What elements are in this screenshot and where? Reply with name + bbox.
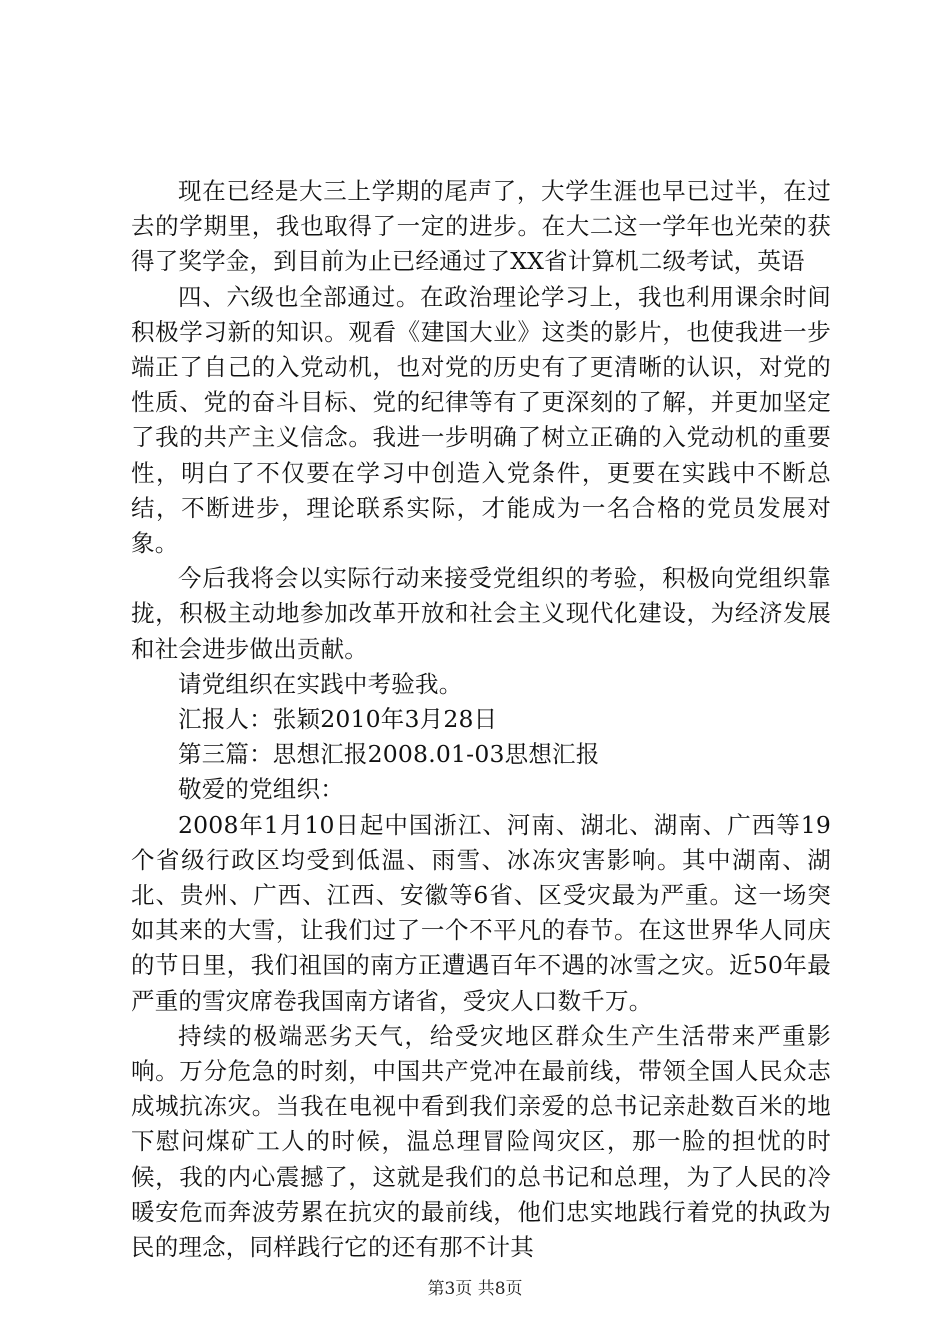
reporter-line: 汇报人：张颖2010年3月28日 xyxy=(178,705,498,734)
paragraph-9: 持续的极端恶劣天气，给受灾地区群众生产生活带来严重影响。万分危急的时刻，中国共产党冲在最前线，带领全国人民众志成城抗冻灾。当我在电视中看到我们亲爱的总书记亲赴数百米的地下慰问煤矿工人的时候，温总理冒险闯灾区，那一脸的担忧的时候，我的内心震撼了，这就是我们的总书记和总理，为了人民的冷暖安危而奔波劳累在抗灾的最前线，他们忠实地践行着党的执政为民的理念，同样践行它的还有那不计其 xyxy=(131,1021,831,1262)
paragraph-1: 现在已经是大三上学期的尾声了，大学生涯也早已过半，在过去的学期里，我也取得了一定的进步。在大二这一学年也光荣的获得了奖学金，到目前为止已经通过了XX省计算机二级考试，英语 xyxy=(131,177,831,276)
section-heading: 第三篇：思想汇报2008.01-03思想汇报 xyxy=(178,740,600,769)
paragraph-2: 四、六级也全部通过。在政治理论学习上，我也利用课余时间积极学习新的知识。观看《建国大业》这类的影片，也使我进一步端正了自己的入党动机，也对党的历史有了更清晰的认识，对党的性质、党的奋斗目标、党的纪律等有了更深刻的了解，并更加坚定了我的共产主义信念。我进一步明确了树立正确的入党动机的重要性，明白了不仅要在学习中创造入党条件，更要在实践中不断总结，不断进步，理论联系实际，才能成为一名合格的党员发展对象。 xyxy=(131,282,831,558)
paragraph-3: 今后我将会以实际行动来接受党组织的考验，积极向党组织靠拢，积极主动地参加改革开放和社会主义现代化建设，为经济发展和社会进步做出贡献。 xyxy=(131,564,831,663)
salutation: 敬爱的党组织： xyxy=(178,775,344,804)
paragraph-4: 请党组织在实践中考验我。 xyxy=(178,669,463,698)
document-body xyxy=(131,174,831,1265)
page-number-footer: 第3页 共8页 xyxy=(427,1279,523,1299)
paragraph-8: 2008年1月10日起中国浙江、河南、湖北、湖南、广西等19个省级行政区均受到低温、雨雪、冰冻灾害影响。其中湖南、湖北、贵州、广西、江西、安徽等6省、区受灾最为严重。这一场突如其来的大雪，让我们过了一个不平凡的春节。在这世界华人同庆的节日里，我们祖国的南方正遭遇百年不遇的冰雪之灾。近50年最严重的雪灾席卷我国南方诸省，受灾人口数千万。 xyxy=(131,810,831,1015)
